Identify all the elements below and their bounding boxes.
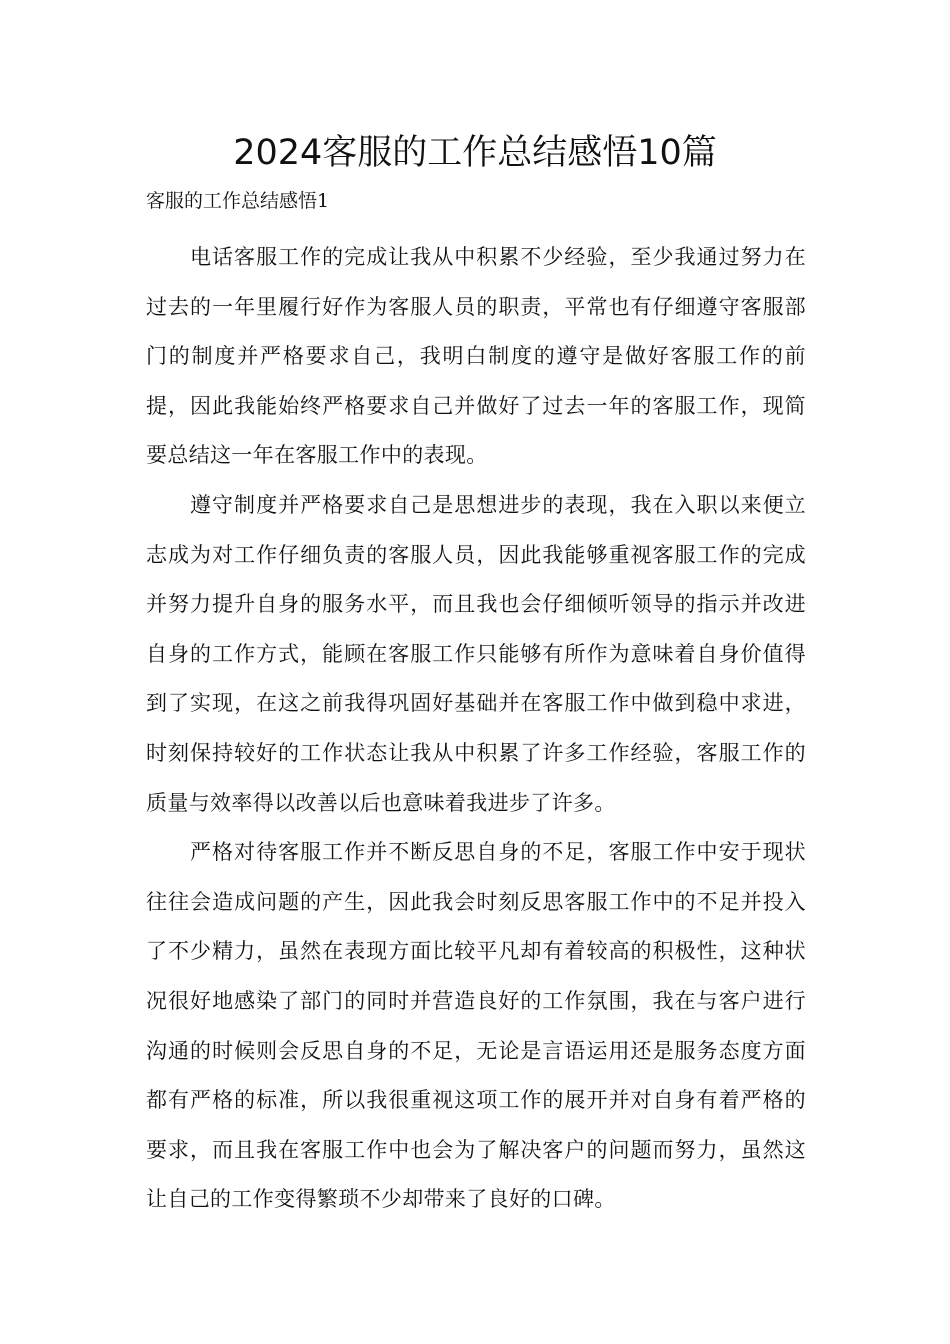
document-body: [146, 233, 806, 1225]
document-title: 2024客服的工作总结感悟10篇: [233, 133, 717, 173]
paragraph-3: 严格对待客服工作并不断反思自身的不足，客服工作中安于现状往往会造成问题的产生，因此我会时刻反思客服工作中的不足并投入了不少精力，虽然在表现方面比较平凡却有着较高的积极性，这种状况很好地感染了部门的同时并营造良好的工作氛围，我在与客户进行沟通的时候则会反思自身的不足，无论是言语运用还是服务态度方面都有严格的标准，所以我很重视这项工作的展开并对自身有着严格的要求，而且我在客服工作中也会为了解决客户的问题而努力，虽然这让自己的工作变得繁琐不少却带来了良好的口碑。: [146, 840, 806, 1212]
section-heading: 客服的工作总结感悟1: [146, 190, 330, 212]
paragraph-2: 遵守制度并严格要求自己是思想进步的表现，我在入职以来便立志成为对工作仔细负责的客服人员，因此我能够重视客服工作的完成并努力提升自身的服务水平，而且我也会仔细倾听领导的指示并改进自身的工作方式，能顾在客服工作只能够有所作为意味着自身价值得到了实现，在这之前我得巩固好基础并在客服工作中做到稳中求进，时刻保持较好的工作状态让我从中积累了许多工作经验，客服工作的质量与效率得以改善以后也意味着我进步了许多。: [146, 492, 806, 815]
paragraph-1: 电话客服工作的完成让我从中积累不少经验，至少我通过努力在过去的一年里履行好作为客服人员的职责，平常也有仔细遵守客服部门的制度并严格要求自己，我明白制度的遵守是做好客服工作的前提，因此我能始终严格要求自己并做好了过去一年的客服工作，现简要总结这一年在客服工作中的表现。: [146, 245, 806, 468]
